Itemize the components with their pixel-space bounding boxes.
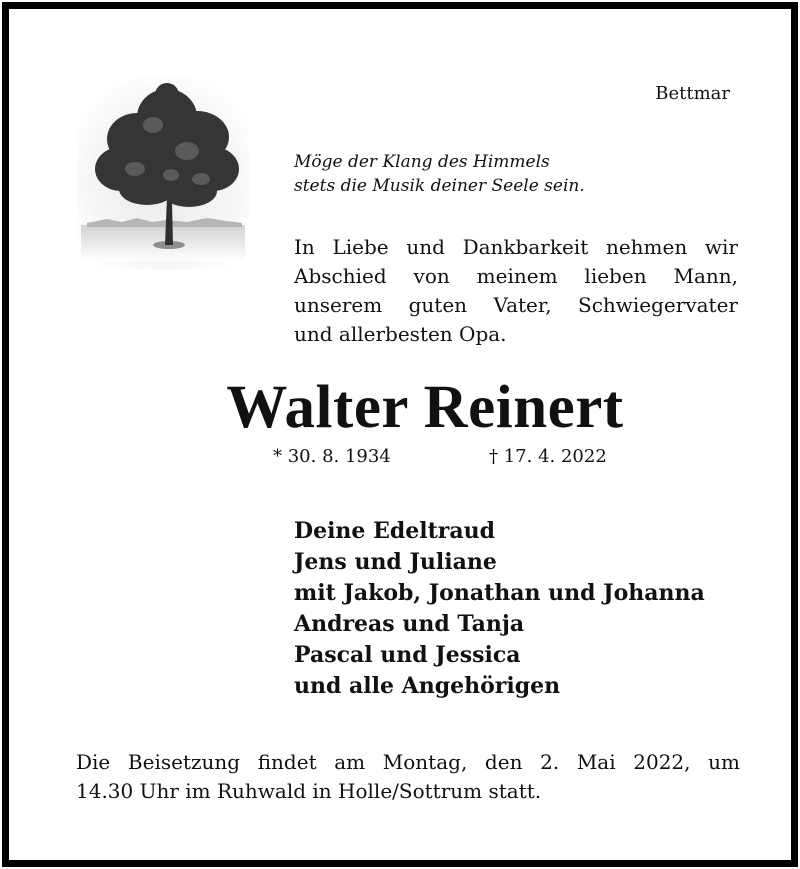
farewell-text (294, 233, 738, 349)
farewell-line: unserem guten Vater, Schwiegervater (294, 293, 738, 317)
mourner-entry: Andreas und Tanja (294, 611, 525, 637)
tree-icon (77, 77, 249, 269)
farewell-line: In Liebe und Dankbarkeit nehmen wir (294, 235, 738, 259)
tree-image (77, 77, 249, 269)
obituary-notice (2, 2, 798, 867)
mourners-list (294, 516, 705, 702)
memorial-quote (294, 150, 585, 198)
funeral-line: 14.30 Uhr im Ruhwald in Holle/Sottrum statt. (76, 779, 542, 803)
quote-line: Möge der Klang des Himmels (294, 152, 550, 172)
mourner-entry: Jens und Juliane (294, 549, 497, 575)
quote-line: stets die Musik deiner Seele sein. (294, 176, 585, 196)
birth-date: * 30. 8. 1934 (273, 446, 391, 467)
death-date: † 17. 4. 2022 (489, 446, 607, 467)
mourner-entry: mit Jakob, Jonathan und Johanna (294, 580, 705, 606)
location-label: Bettmar (655, 83, 730, 104)
farewell-line: und allerbesten Opa. (294, 322, 507, 346)
funeral-info (76, 748, 740, 806)
mourner-entry: Pascal und Jessica (294, 642, 521, 668)
mourner-entry: Deine Edeltraud (294, 518, 495, 544)
deceased-name: Walter Reinert (226, 374, 624, 441)
funeral-line: Die Beisetzung findet am Montag, den 2. Mai 2022, um (76, 750, 740, 774)
mourner-entry: und alle Angehörigen (294, 673, 561, 699)
farewell-line: Abschied von meinem lieben Mann, (294, 264, 738, 288)
